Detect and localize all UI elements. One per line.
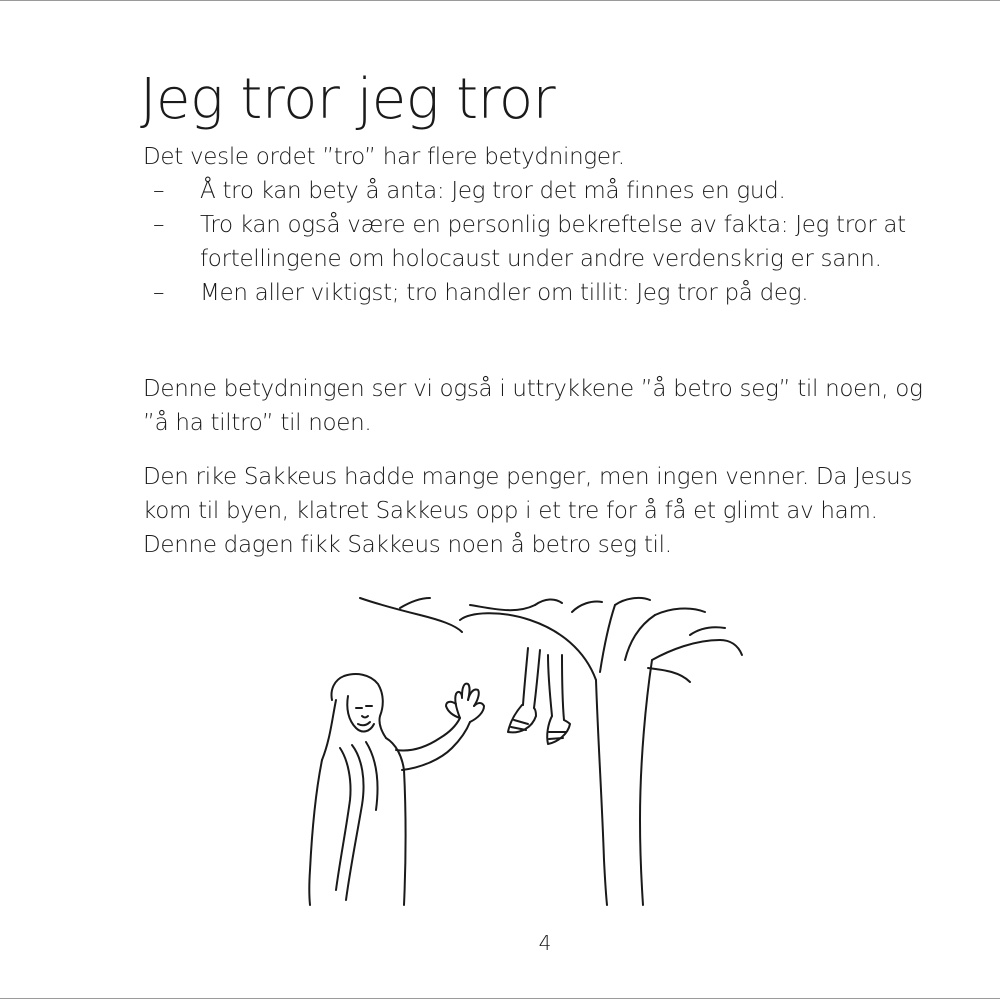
dash-marker: – <box>153 280 165 306</box>
jesus-and-zacchaeus-in-tree-illustration <box>300 590 760 910</box>
dash-marker: – <box>153 212 165 238</box>
list-item-text: Men aller viktigst; tro handler om tillit: Jeg tror på deg. <box>200 280 809 306</box>
paragraph-sakkeus: Den rike Sakkeus hadde mange penger, men ingen venner. Da Jesus kom til byen, klatret Sakkeus opp i et tre for å få et glimt av ham. Denne dagen fikk Sakkeus noen å betro seg til. <box>143 464 913 558</box>
list-item-text: Å tro kan bety å anta: Jeg tror det må finnes en gud. <box>200 178 786 204</box>
page-number: 4 <box>538 931 552 955</box>
list-item <box>143 208 933 276</box>
jesus-figure-drawing <box>309 674 484 905</box>
dash-marker: – <box>153 178 165 204</box>
page-bottom-border <box>0 998 1000 999</box>
meaning-list <box>143 174 933 310</box>
list-item-text: Tro kan også være en personlig bekreftelse av fakta: Jeg tror at fortellingene om holocaust under andre verdenskrig er sann. <box>200 212 906 272</box>
paragraph-betro: Denne betydningen ser vi også i uttrykkene ”å betro seg” til noen, og ”å ha tiltro” til noen. <box>143 376 923 436</box>
list-item <box>143 276 933 310</box>
zacchaeus-legs-drawing <box>508 648 570 744</box>
page-title: Jeg tror jeg tror <box>140 67 556 132</box>
list-item <box>143 174 933 208</box>
tree-drawing <box>360 598 742 905</box>
page-top-border <box>0 0 1000 1</box>
intro-text: Det vesle ordet ”tro” har flere betydninger. <box>143 144 625 170</box>
